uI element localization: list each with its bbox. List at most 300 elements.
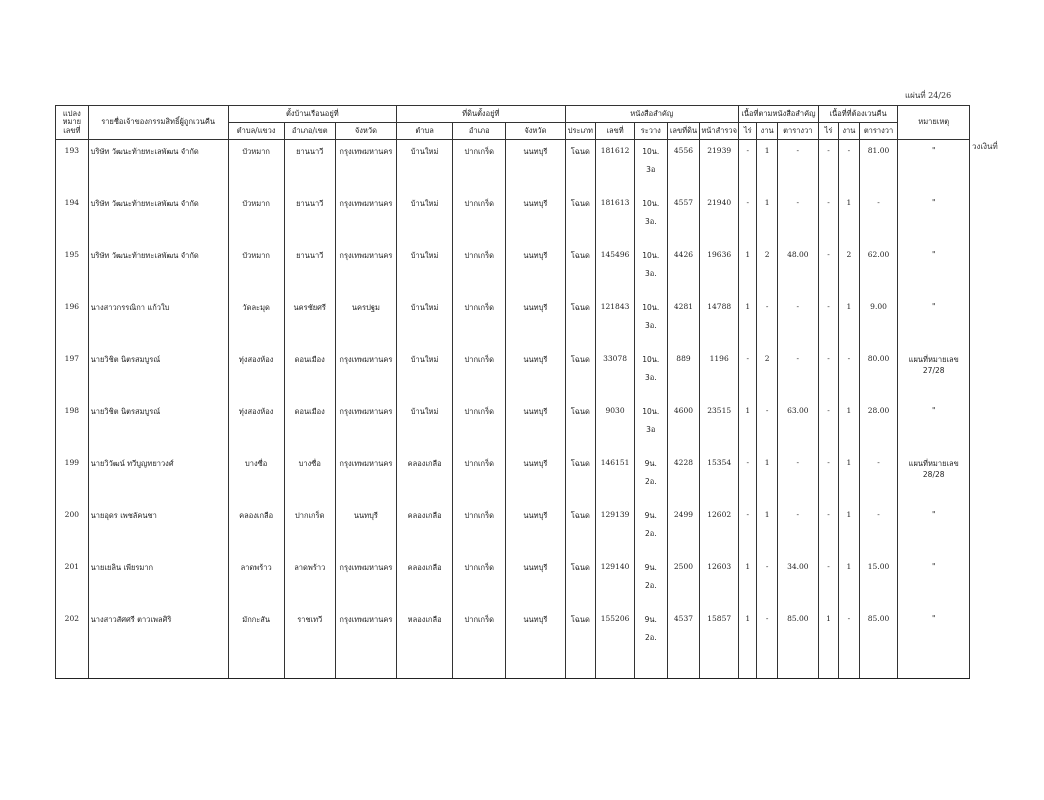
table-row [56, 348, 970, 400]
deed-sheet: 10น. [642, 147, 660, 156]
plot-number: 193 [64, 146, 79, 155]
address-province: กรุงเทพมหานคร [339, 147, 393, 156]
land-subdistrict-cell [397, 556, 453, 608]
expro-rai: - [827, 458, 830, 467]
deed-number-cell [596, 452, 635, 504]
remark-cell [898, 140, 970, 193]
land-subdistrict: หลองเกลือ [407, 615, 442, 624]
land-district: ปากเกร็ด [464, 355, 495, 364]
address-district: ดอนเมือง [294, 355, 325, 364]
deed-number-cell [596, 400, 635, 452]
total-ngan: - [765, 614, 769, 623]
expro-ngan: 1 [846, 458, 852, 467]
owner-name: นายวิชิต นิตรสมบูรณ์ [90, 407, 161, 416]
deed-number-cell [596, 140, 635, 193]
deed-sheet: 10น. [642, 407, 660, 416]
expro-ngan-cell [839, 452, 859, 504]
deed-number-cell [596, 192, 635, 244]
deed-type: โฉนด [570, 147, 590, 156]
address-subdistrict-cell [228, 400, 284, 452]
expro-rai-cell [818, 504, 838, 556]
address-district: ยานนาวี [296, 251, 324, 260]
total-wa: - [796, 302, 800, 311]
expro-ngan-cell [839, 504, 859, 556]
header-expro-wa: ตารางวา [859, 123, 898, 140]
land-province-cell [506, 140, 565, 193]
owner-name-cell [88, 452, 228, 504]
deed-land-number-cell [667, 140, 700, 193]
address-district-cell [284, 400, 335, 452]
deed-survey-page-cell [700, 452, 739, 504]
deed-land-number: 4557 [673, 198, 693, 207]
land-subdistrict: คลองเกลือ [407, 459, 442, 468]
land-province-cell [506, 244, 565, 296]
address-subdistrict: ทุ่งสองห้อง [238, 407, 274, 416]
land-province: นนทบุรี [523, 511, 548, 520]
address-subdistrict-cell [228, 452, 284, 504]
remark-cell [898, 192, 970, 244]
deed-type-cell [565, 296, 596, 348]
owner-name: บริษัท วัฒนะท้ายทะเลพัฒน จำกัด [90, 251, 199, 260]
deed-sheet-cell [634, 244, 667, 296]
header-land-district: อำเภอ [453, 123, 506, 140]
total-wa-cell [777, 244, 818, 296]
address-district: ลาดพร้าว [294, 563, 326, 572]
deed-sheet-line2: 3อ. [644, 217, 657, 226]
expro-wa: - [877, 458, 880, 467]
expro-rai-cell [818, 192, 838, 244]
expro-rai-cell [818, 140, 838, 193]
expro-ngan-cell [839, 556, 859, 608]
deed-sheet: 9น. [644, 459, 657, 468]
land-province-cell [506, 296, 565, 348]
expro-wa-cell [859, 348, 898, 400]
expro-rai: - [827, 146, 830, 155]
land-subdistrict-cell [397, 244, 453, 296]
plot-number: 196 [64, 302, 79, 311]
total-wa: - [796, 198, 800, 207]
remark: " [931, 510, 936, 519]
deed-type: โฉนด [570, 251, 590, 260]
deed-land-number-cell [667, 348, 700, 400]
expro-rai: 1 [826, 614, 831, 623]
address-province-cell [335, 140, 396, 193]
total-wa-cell [777, 556, 818, 608]
address-subdistrict: บางซื่อ [245, 459, 268, 468]
plot-number-cell [56, 296, 89, 348]
expro-wa-cell [859, 296, 898, 348]
land-subdistrict: บ้านใหม่ [410, 199, 439, 208]
deed-land-number-cell [667, 244, 700, 296]
owner-name-cell [88, 140, 228, 193]
remark-cell [898, 556, 970, 608]
land-province-cell [506, 452, 565, 504]
total-rai-cell [739, 400, 757, 452]
plot-number-cell [56, 140, 89, 193]
table-row [56, 192, 970, 244]
expro-wa-cell [859, 452, 898, 504]
header-deed-number: เลขที่ [596, 123, 635, 140]
plot-number: 197 [64, 354, 79, 363]
address-province: กรุงเทพมหานคร [339, 199, 393, 208]
deed-sheet: 10น. [642, 251, 660, 260]
deed-land-number: 889 [676, 354, 691, 363]
total-rai: - [746, 458, 750, 467]
table-row [56, 452, 970, 504]
total-ngan: 1 [764, 458, 770, 467]
address-district-cell [284, 244, 335, 296]
address-district-cell [284, 608, 335, 679]
page-number: แผ่นที่ 24/26 [905, 91, 952, 100]
plot-number-cell [56, 192, 89, 244]
address-subdistrict: บัวหมาก [242, 199, 270, 208]
plot-number-cell [56, 504, 89, 556]
remark: " [931, 198, 936, 207]
header-expro-rai: ไร่ [818, 123, 838, 140]
total-rai-cell [739, 452, 757, 504]
expro-ngan: 2 [846, 250, 852, 259]
deed-type: โฉนด [570, 459, 590, 468]
land-province: นนทบุรี [523, 563, 548, 572]
total-ngan: 1 [764, 198, 770, 207]
total-wa-cell [777, 140, 818, 193]
total-wa-cell [777, 348, 818, 400]
total-rai: - [746, 354, 750, 363]
total-rai: 1 [745, 614, 751, 623]
plot-number-cell [56, 244, 89, 296]
deed-sheet-line2: 3อ. [644, 373, 657, 382]
land-subdistrict-cell [397, 400, 453, 452]
header-land-province: จังหวัด [506, 123, 565, 140]
deed-sheet-line2: 2อ. [644, 633, 657, 642]
total-rai: 1 [745, 302, 751, 311]
remark-cell [898, 348, 970, 400]
owner-name-cell [88, 556, 228, 608]
header-area-total-group: เนื้อที่ตามหนังสือสำคัญ [739, 106, 819, 123]
land-province: นนทบุรี [523, 407, 548, 416]
total-rai-cell [739, 608, 757, 679]
deed-type-cell [565, 504, 596, 556]
address-district: นครชัยศรี [293, 303, 326, 312]
expro-ngan-cell [839, 244, 859, 296]
address-province: นครปฐม [351, 303, 380, 312]
address-subdistrict-cell [228, 244, 284, 296]
land-district: ปากเกร็ด [464, 199, 495, 208]
table-row [56, 608, 970, 679]
expro-rai: - [827, 510, 830, 519]
deed-land-number-cell [667, 296, 700, 348]
deed-sheet-cell [634, 452, 667, 504]
land-district-cell [453, 348, 506, 400]
deed-land-number-cell [667, 192, 700, 244]
deed-survey-page: 19636 [707, 250, 732, 259]
plot-number: 200 [64, 510, 79, 519]
deed-type-cell [565, 452, 596, 504]
deed-survey-page-cell [700, 296, 739, 348]
expro-rai-cell [818, 400, 838, 452]
total-rai: - [746, 146, 750, 155]
deed-sheet: 10น. [642, 355, 660, 364]
address-subdistrict: บัวหมาก [242, 251, 270, 260]
header-land-group: ที่ดินตั้งอยู่ที่ [397, 106, 565, 123]
header-expro-ngan: งาน [839, 123, 859, 140]
header-area-expro-group: เนื้อที่ที่ต้องเวนคืน [818, 106, 898, 123]
land-province: นนทบุรี [523, 355, 548, 364]
total-wa: - [796, 458, 800, 467]
deed-survey-page: 12602 [707, 510, 732, 519]
land-district: ปากเกร็ด [464, 251, 495, 260]
land-subdistrict-cell [397, 608, 453, 679]
deed-survey-page-cell [700, 556, 739, 608]
address-subdistrict-cell [228, 296, 284, 348]
total-ngan: - [765, 302, 769, 311]
table-row [56, 504, 970, 556]
total-rai-cell [739, 140, 757, 193]
plot-number: 194 [64, 198, 79, 207]
table-row [56, 556, 970, 608]
expro-wa-cell [859, 556, 898, 608]
address-subdistrict-cell [228, 504, 284, 556]
deed-sheet-line2: 2อ. [644, 581, 657, 590]
deed-number: 129139 [600, 510, 630, 519]
address-province-cell [335, 452, 396, 504]
deed-type-cell [565, 348, 596, 400]
land-subdistrict-cell [397, 140, 453, 193]
remark: แผนที่หมายเลข [908, 355, 959, 364]
total-wa: - [796, 146, 800, 155]
expro-rai-cell [818, 452, 838, 504]
expro-rai: - [827, 198, 830, 207]
header-deed-land-no: เลขที่ดิน [667, 123, 700, 140]
plot-number: 201 [64, 562, 79, 571]
deed-sheet: 9น. [644, 615, 657, 624]
land-district: ปากเกร็ด [464, 563, 495, 572]
land-district-cell [453, 556, 506, 608]
table-row [56, 244, 970, 296]
header-total-ngan: งาน [757, 123, 777, 140]
address-province: กรุงเทพมหานคร [339, 251, 393, 260]
land-province: นนทบุรี [523, 251, 548, 260]
owner-name: นายวิวัฒน์ ทวีบูญทยาวงศ์ [90, 459, 174, 468]
deed-survey-page: 15354 [707, 458, 732, 467]
land-province-cell [506, 348, 565, 400]
land-district-cell [453, 400, 506, 452]
remark: " [931, 302, 936, 311]
land-province: นนทบุรี [523, 199, 548, 208]
total-ngan-cell [757, 348, 777, 400]
deed-number-cell [596, 504, 635, 556]
land-province-cell [506, 556, 565, 608]
address-province: นนทบุรี [353, 511, 378, 520]
deed-land-number-cell [667, 400, 700, 452]
total-wa-cell [777, 400, 818, 452]
address-subdistrict-cell [228, 348, 284, 400]
address-district-cell [284, 504, 335, 556]
address-district-cell [284, 296, 335, 348]
deed-land-number-cell [667, 504, 700, 556]
address-province-cell [335, 244, 396, 296]
land-subdistrict-cell [397, 296, 453, 348]
land-subdistrict: คลองเกลือ [407, 563, 442, 572]
address-province-cell [335, 400, 396, 452]
plot-number-cell [56, 608, 89, 679]
total-ngan: 2 [764, 250, 770, 259]
header-deed-group: หนังสือสำคัญ [565, 106, 739, 123]
deed-survey-page-cell [700, 400, 739, 452]
expro-wa: 9.00 [870, 302, 887, 311]
owner-name: นายวิชิต นิตรสมบูรณ์ [90, 355, 161, 364]
land-district: ปากเกร็ด [464, 511, 495, 520]
expro-ngan: 1 [846, 406, 852, 415]
deed-land-number: 4281 [673, 302, 693, 311]
owner-name-cell [88, 348, 228, 400]
header-plot-no: แปลง หมาย เลขที่ [56, 106, 89, 140]
total-wa: 34.00 [787, 562, 809, 571]
deed-type: โฉนด [570, 615, 590, 624]
total-rai-cell [739, 244, 757, 296]
table-row [56, 140, 970, 193]
address-subdistrict-cell [228, 608, 284, 679]
deed-sheet-line2: 2อ. [644, 529, 657, 538]
land-district-cell [453, 192, 506, 244]
address-district-cell [284, 556, 335, 608]
land-province-cell [506, 504, 565, 556]
deed-land-number: 2499 [673, 510, 693, 519]
deed-number: 33078 [603, 354, 627, 363]
expro-wa: 62.00 [867, 250, 890, 259]
remark: " [931, 406, 936, 415]
expro-ngan-cell [839, 140, 859, 193]
expro-wa: - [877, 510, 880, 519]
deed-sheet-line2: 2อ. [644, 477, 657, 486]
deed-land-number: 4600 [673, 406, 693, 415]
deed-number-cell [596, 608, 635, 679]
deed-sheet-line2: 3อ. [644, 269, 657, 278]
total-ngan-cell [757, 556, 777, 608]
total-rai: 1 [745, 562, 751, 571]
plot-number-cell [56, 400, 89, 452]
total-wa: - [796, 510, 800, 519]
expro-rai: - [827, 562, 830, 571]
expro-ngan-cell [839, 192, 859, 244]
owner-name: บริษัท วัฒนะท้ายทะเลพัฒน จำกัด [90, 147, 199, 156]
expro-rai: - [827, 354, 830, 363]
deed-survey-page-cell [700, 192, 739, 244]
deed-type-cell [565, 608, 596, 679]
total-wa-cell [777, 296, 818, 348]
deed-survey-page: 1196 [709, 354, 729, 363]
deed-type-cell [565, 244, 596, 296]
deed-sheet: 9น. [644, 511, 657, 520]
total-rai-cell [739, 504, 757, 556]
deed-number-cell [596, 244, 635, 296]
deed-number: 129140 [600, 562, 630, 571]
total-rai-cell [739, 556, 757, 608]
plot-number: 202 [64, 614, 79, 623]
remark: แผนที่หมายเลข [908, 459, 959, 468]
address-province: กรุงเทพมหานคร [339, 407, 393, 416]
deed-sheet-cell [634, 140, 667, 193]
plot-number: 199 [64, 458, 79, 467]
total-rai: 1 [745, 250, 751, 259]
header-total-rai: ไร่ [739, 123, 757, 140]
deed-land-number-cell [667, 556, 700, 608]
total-ngan-cell [757, 296, 777, 348]
side-note: วงเงินที่ [972, 142, 998, 151]
deed-sheet: 10น. [642, 303, 660, 312]
land-province-cell [506, 400, 565, 452]
deed-sheet-cell [634, 608, 667, 679]
deed-sheet-cell [634, 400, 667, 452]
address-province-cell [335, 348, 396, 400]
deed-sheet-cell [634, 296, 667, 348]
deed-land-number: 4228 [673, 458, 693, 467]
land-subdistrict: บ้านใหม่ [410, 303, 439, 312]
expro-ngan: 1 [846, 302, 852, 311]
deed-land-number: 2500 [673, 562, 693, 571]
expro-ngan-cell [839, 608, 859, 679]
owner-name: นางสาวสัศศรี ตาวเพลศิริ [90, 615, 172, 624]
expro-rai-cell [818, 556, 838, 608]
expro-wa: 15.00 [867, 562, 890, 571]
total-rai-cell [739, 296, 757, 348]
address-province-cell [335, 556, 396, 608]
deed-type-cell [565, 140, 596, 193]
deed-survey-page: 15857 [707, 614, 732, 623]
expro-wa-cell [859, 192, 898, 244]
total-wa: - [796, 354, 800, 363]
header-address-district: อำเภอ/เขต [284, 123, 335, 140]
deed-survey-page-cell [700, 244, 739, 296]
land-district: ปากเกร็ด [464, 615, 495, 624]
expro-ngan: - [847, 354, 851, 363]
deed-sheet-line2: 3อ [646, 425, 656, 434]
deed-sheet: 9น. [644, 563, 657, 572]
land-district-cell [453, 244, 506, 296]
deed-land-number: 4426 [673, 250, 693, 259]
header-address-province: จังหวัด [335, 123, 396, 140]
header-address-group: ตั้งบ้านเรือนอยู่ที่ [228, 106, 396, 123]
address-province: กรุงเทพมหานคร [339, 615, 393, 624]
plot-number: 195 [64, 250, 79, 259]
deed-number: 121843 [600, 302, 630, 311]
deed-number: 9030 [605, 406, 625, 415]
expro-wa-cell [859, 244, 898, 296]
total-wa: 48.00 [787, 250, 809, 259]
address-province-cell [335, 192, 396, 244]
expro-ngan: - [847, 614, 851, 623]
deed-survey-page: 21939 [707, 146, 732, 155]
deed-type: โฉนด [570, 303, 590, 312]
deed-number-cell [596, 556, 635, 608]
expro-wa: 85.00 [867, 614, 890, 623]
expro-ngan-cell [839, 400, 859, 452]
address-subdistrict-cell [228, 556, 284, 608]
land-district-cell [453, 504, 506, 556]
land-district: ปากเกร็ด [464, 147, 495, 156]
header-remark: หมายเหตุ [898, 106, 970, 140]
deed-survey-page-cell [700, 140, 739, 193]
total-rai: 1 [745, 406, 751, 415]
address-subdistrict: บัวหมาก [242, 147, 270, 156]
remark: " [931, 146, 936, 155]
address-district-cell [284, 140, 335, 193]
total-ngan: 1 [764, 146, 770, 155]
total-ngan-cell [757, 504, 777, 556]
deed-number-cell [596, 296, 635, 348]
remark-cell [898, 296, 970, 348]
address-district: ราชเทวี [297, 615, 323, 624]
